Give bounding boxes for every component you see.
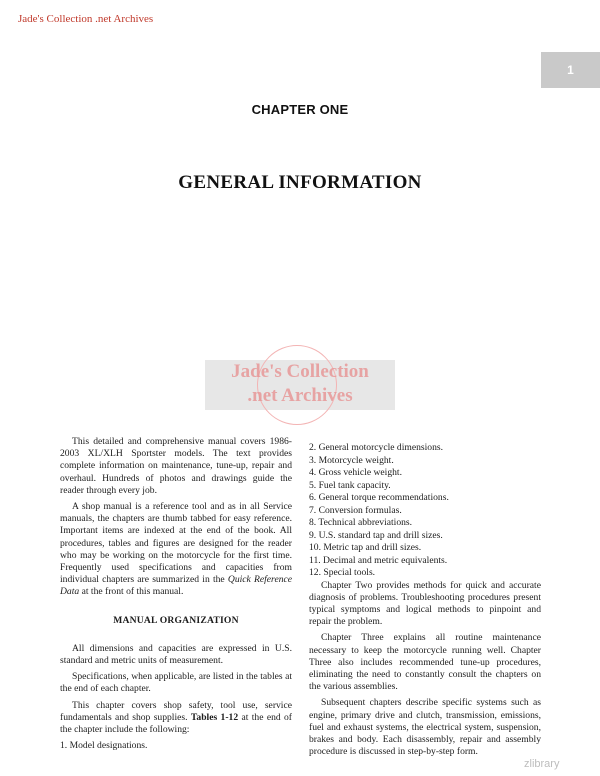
list-item: 2. General motorcycle dimensions. [309, 442, 444, 453]
watermark-line-2: .net Archives [247, 385, 353, 406]
specifications-paragraph: Specifications, when applicable, are listed in the tables at the end of each chapter. [60, 671, 292, 695]
shop-manual-paragraph [60, 501, 292, 599]
tables-intro-text-end: at the end of the chapter include the following: [60, 711, 293, 736]
dimensions-paragraph: All dimensions and capacities are expressed in U.S. standard and metric units of measurement. [60, 642, 292, 667]
list-item: 7. Conversion formulas. [309, 504, 402, 516]
chapter-two-paragraph: Chapter Two provides methods for quick and accurate diagnosis of problems. Troubleshooting procedures present typical symptoms and logical methods to pinpoint and repair the problem. [309, 579, 541, 628]
shop-manual-text-end: at the front of this manual. [81, 586, 184, 598]
tables-reference: Tables 1-12 [190, 711, 239, 723]
list-item: 11. Decimal and metric equivalents. [309, 554, 448, 566]
list-item: 9. U.S. standard tap and drill sizes. [309, 529, 443, 541]
list-item: 5. Fuel tank capacity. [309, 479, 391, 491]
quick-reference-link[interactable]: Quick Reference Data [60, 574, 293, 598]
thumb-tab-label: 1 [567, 63, 574, 77]
list-item: 10. Metric tap and drill sizes. [309, 542, 422, 553]
watermark-line-1: Jade's Collection [231, 361, 369, 382]
list-item: 8. Technical abbreviations. [309, 517, 413, 528]
list-item: 1. Model designations. [60, 740, 148, 752]
section-heading: MANUAL ORGANIZATION [113, 614, 239, 626]
list-item: 3. Motorcycle weight. [309, 454, 394, 466]
shop-manual-text: A shop manual is a reference tool and as in all Service manuals, the chapters are thumb tabbed for easy reference. Important items are indexed at the end of the book. All procedures, tables and figures are designed for the reader who may be working on the motorcycle for the first time. Frequently used specifications and capacities from individual chapters are summarized in the [60, 501, 292, 586]
intro-paragraph: This detailed and comprehensive manual covers 1986-2003 XL/XLH Sportster models. The text provides complete information on maintenance, tune-up, repair and overhaul. Hundreds of photos and drawings guide the reader through every job. [60, 436, 292, 496]
tables-intro-paragraph [60, 700, 292, 737]
chapter-label: CHAPTER ONE [251, 102, 349, 117]
watermark-stamp [205, 345, 395, 425]
list-item: 6. General torque recommendations. [309, 492, 449, 503]
chapter-three-paragraph: Chapter Three explains all routine maintenance necessary to keep the motorcycle running well. Chapter Three also includes recommended tune-up procedures, eliminating the need to constantly consult the chapters on the various assemblies. [309, 632, 541, 693]
watermark-header: Jade's Collection .net Archives [18, 13, 154, 25]
right-column [309, 442, 541, 762]
subsequent-chapters-paragraph: Subsequent chapters describe specific systems such as engine, primary drive and clutch, transmission, emissions, fuel and exhaust systems, the electrical system, suspension, brakes and body. Each disassembly, repair and assembly procedure is discussed in step-by-step form. [309, 697, 541, 758]
chapter-title: GENERAL INFORMATION [178, 172, 422, 193]
left-column [60, 436, 292, 753]
zlibrary-logo: zlibrary [524, 758, 560, 770]
chapter-thumb-tab[interactable] [541, 52, 600, 88]
list-item: 12. Special tools. [309, 567, 376, 578]
tables-intro-text: This chapter covers shop safety, tool use, service fundamentals and shop supplies. [60, 699, 292, 723]
list-item: 4. Gross vehicle weight. [309, 467, 402, 478]
